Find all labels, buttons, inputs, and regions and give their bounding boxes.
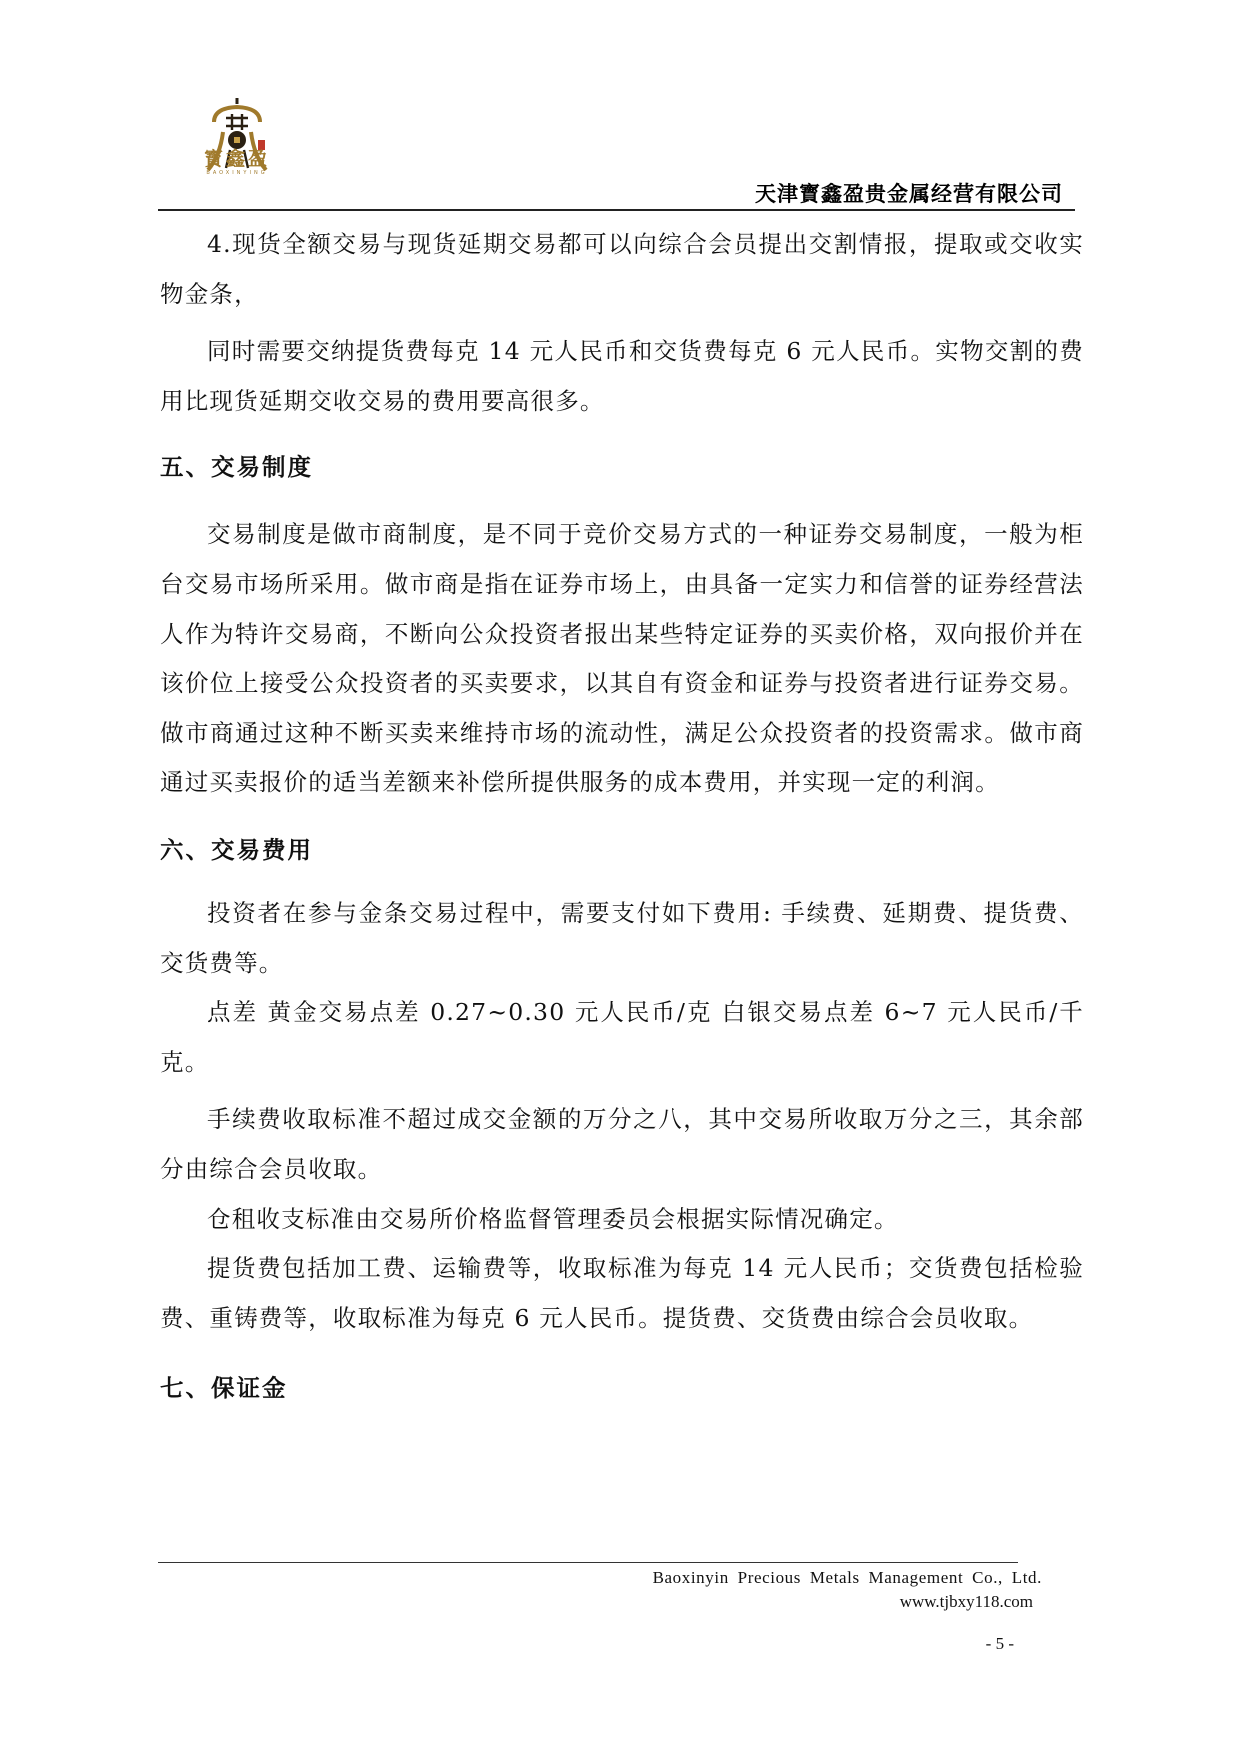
- paragraph: 仓租收支标准由交易所价格监督管理委员会根据实际情况确定。: [207, 1204, 899, 1233]
- header-company-name: 天津寳鑫盈贵金属经营有限公司: [755, 182, 1063, 206]
- section-heading: 七、保证金: [160, 1374, 288, 1403]
- footer-divider: [158, 1562, 1018, 1563]
- footer-company-name: Baoxinyin Precious Metals Management Co., Ltd.: [652, 1568, 1042, 1587]
- footer-website: www.tjbxy118.com: [899, 1592, 1033, 1611]
- page-number: - 5 -: [985, 1634, 1014, 1653]
- header-divider: [158, 209, 1075, 211]
- paragraph: 4.现货全额交易与现货延期交易都可以向综合会员提出交割情报，提取或交收实物金条，: [160, 230, 1084, 308]
- paragraph: 交易制度是做市商制度，是不同于竞价交易方式的一种证券交易制度，一般为柜台交易市场所采用。做市商是指在证券市场上，由具备一定实力和信誉的证券经营法人作为特许交易商，不断向公众投资者报出某些特定证券的买卖价格，双向报价并在该价位上接受公众投资者的买卖要求，以其自有资金和证券与投资者进行证券交易。做市商通过这种不断买卖来维持市场的流动性，满足公众投资者的投资需求。做市商通过买卖报价的适当差额来补偿所提供服务的成本费用，并实现一定的利润。: [160, 520, 1084, 797]
- paragraph: 提货费包括加工费、运输费等，收取标准为每克 14 元人民币；交货费包括检验费、重铸费等，收取标准为每克 6 元人民币。提货费、交货费由综合会员收取。: [160, 1254, 1084, 1332]
- paragraph: 点差 黄金交易点差 0.27~0.30 元人民币/克 白银交易点差 6~7 元人民币/千克。: [160, 998, 1084, 1076]
- paragraph: 投资者在参与金条交易过程中，需要支付如下费用: 手续费、延期费、提货费、交货费等。: [160, 898, 1084, 977]
- section-heading: 五、交易制度: [160, 453, 313, 482]
- company-logo: [196, 96, 278, 208]
- logo-subtext: BAOXINYING: [206, 170, 268, 176]
- document-body: [160, 214, 1084, 1413]
- section-heading: 六、交易费用: [160, 835, 313, 864]
- logo-text: 寳鑫盈: [203, 148, 270, 170]
- paragraph: 同时需要交纳提货费每克 14 元人民币和交货费每克 6 元人民币。实物交割的费用比现货延期交收交易的费用要高很多。: [160, 337, 1084, 415]
- paragraph: 手续费收取标准不超过成交金额的万分之八，其中交易所收取万分之三，其余部分由综合会员收取。: [160, 1105, 1084, 1183]
